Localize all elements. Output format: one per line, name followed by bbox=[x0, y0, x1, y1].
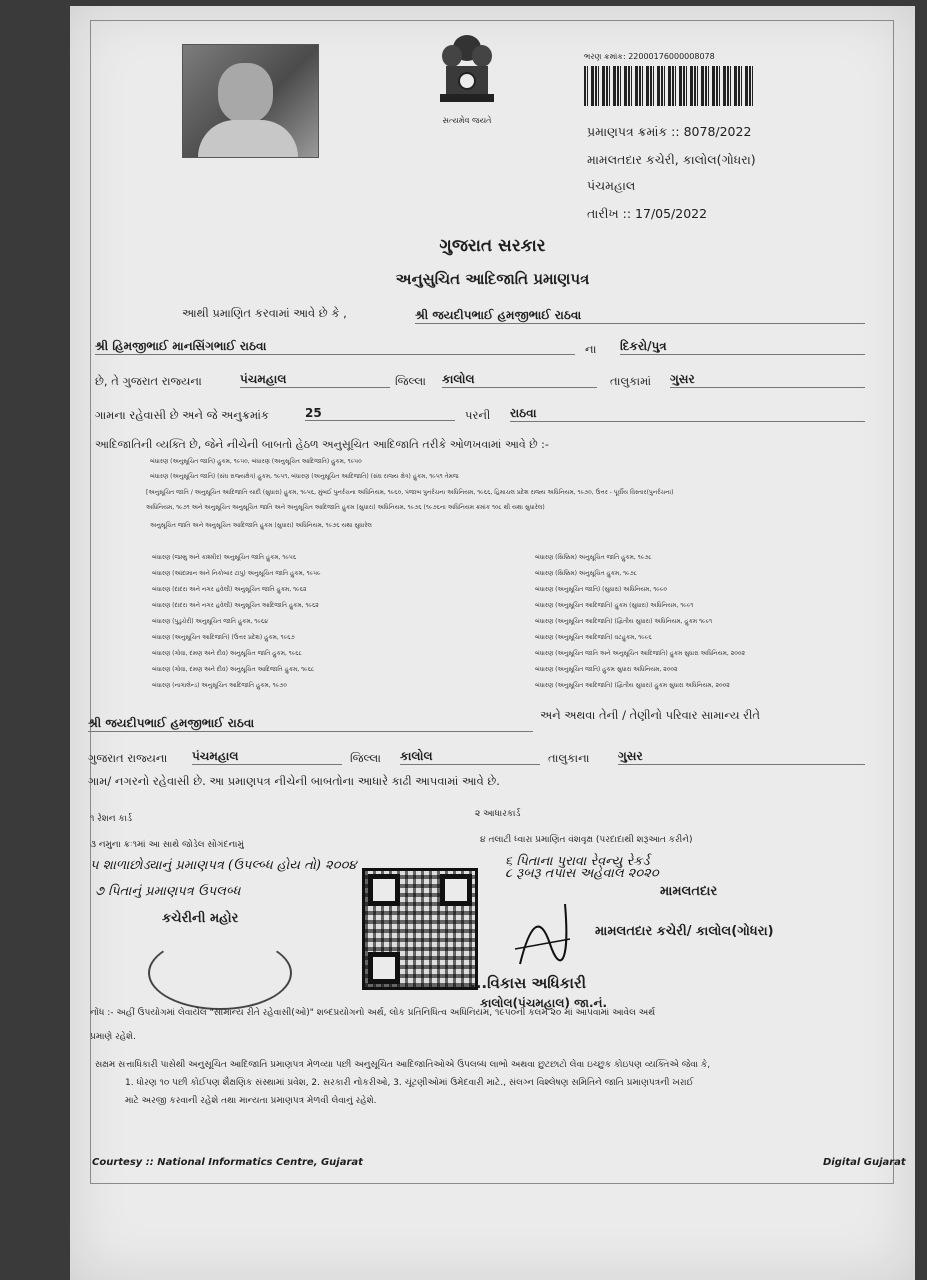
order-item: બંધારણ (દાદરા અને નગર હવેલી) અનુસૂચિત જાતિ હુકમ, ૧૯૬૨ bbox=[152, 586, 307, 593]
order-item: બંધારણ (સિક્કિમ) અનુસૂચિત હુકમ, ૧૯૭૮ bbox=[535, 570, 638, 577]
handwritten-entry: ૮ રૂબરૂ તપાસ અહેવાલ ૨૦૨૦ bbox=[505, 866, 659, 881]
competent-authority-text-3: માટે અરજી કરવાની રહેશે તથા માન્યતા પ્રમાણપત્ર મેળવી લેવાનું રહેશે. bbox=[125, 1096, 377, 1106]
officer-title: મામલતદાર bbox=[660, 884, 718, 899]
stamp-reference: કાલોલ(પંચમહાલ) જા.નં. bbox=[480, 996, 607, 1010]
officer-office: મામલતદાર કચેરી/ કાલોલ(ગોધરા) bbox=[595, 924, 774, 939]
national-emblem bbox=[432, 28, 502, 128]
order-item: બંધારણ (આંદામાન અને નિકોબાર ટાપુ) અનુસૂચિત જાતિ હુકમ, ૧૯૫૯ bbox=[152, 570, 321, 577]
village-value: ગુસર bbox=[670, 372, 865, 388]
district-label: જિલ્લા bbox=[395, 374, 426, 388]
applicant-name-repeat: શ્રી જયદીપભાઈ હમજીભાઈ રાઠવા bbox=[88, 716, 533, 732]
order-item: બંધારણ (નાગાલેન્ડ) અનુસૂચિત આદિજાતિ હુકમ, ૧૯૭૦ bbox=[152, 682, 287, 689]
taluka-value: કાલોલ bbox=[442, 372, 597, 388]
order-item: [અનુસૂચિત જાતિ / અનુસૂચિત આદિજાતિ યાદી (સુધારા) હુકમ, ૧૯૫૬, મુંબઈ પુનર્રચના અધિનિયમ, ૧૯૬૦, પંજાબ પુનર્રચના અધિનિયમ, ૧૯૬૬, હિમાચલ પ્રદેશ રાજ્ય અધિનિયમ, ૧૯૭૦, ઉત્તર - પૂર્વીય વિસ્તાર(પુનર્રચના) bbox=[146, 489, 674, 496]
barcode bbox=[584, 66, 756, 106]
taluka-value-2: કાલોલ bbox=[400, 749, 540, 765]
header-district: પંચમહાલ bbox=[587, 178, 636, 193]
qr-corner bbox=[368, 952, 400, 984]
qr-code bbox=[362, 868, 478, 990]
taluka-label-2: તાલુકાના bbox=[548, 751, 590, 765]
qr-corner bbox=[440, 874, 472, 906]
taluka-label: તાલુકામાં bbox=[610, 374, 652, 388]
order-item: બંધારણ (પુડુચેરી) અનુસૂચિત જાતિ હુકમ, ૧૯૬૪ bbox=[152, 618, 269, 625]
village-resident-text: ગામ/ નગરનો રહેવાસી છે. આ પ્રમાણપત્ર નીચેની બાબતોના આધારે કાઢી આપવામાં આવે છે. bbox=[88, 774, 500, 788]
basis-affidavit: ૩ નમુના ક્રઃ૧માં આ સાથે જોડેલ સોગંદનામું bbox=[90, 840, 244, 850]
officer-signature bbox=[510, 894, 580, 974]
applicant-photo bbox=[182, 44, 319, 158]
order-item: બંધારણ (અનુસૂચિત જાતિ) હુકમ સુધારા અધિનિયમ, ૨૦૦૨ bbox=[535, 666, 678, 673]
order-item: બંધારણ (સિક્કિમ) અનુસૂચિત જાતિ હુકમ, ૧૯૭૮ bbox=[535, 554, 652, 561]
office-seal-stamp bbox=[148, 936, 292, 1010]
tribe-text: આદિજાતિની વ્યક્તિ છે, જેને નીચેની બાબતો હેઠળ અનુસૂચિત આદિજાતિ તરીકે ઓળખવામાં આવે છે :- bbox=[95, 438, 549, 451]
basis-family-tree: ૪ તલાટી ધ્વારા પ્રમાણિત વંશવૃક્ષ (પરદાદાથી શરૂઆત કરીને) bbox=[480, 835, 693, 845]
order-item: અનુસૂચિત જાતિ અને અનુસૂચિત આદિજાતિ હુકમ (સુધારા) અધિનિયમ, ૧૯૭૬ યથા સુધારેલ bbox=[150, 522, 372, 529]
order-item: બંધારણ (અનુસૂચિત આદિજાતિ) હુકમ (સુધારા) અધિનિયમ, ૧૯૯૧ bbox=[535, 602, 694, 609]
handwritten-entry: ૭ પિતાનું પ્રમાણપત્ર ઉપલબ્ધ bbox=[95, 884, 241, 899]
order-item: બંધારણ (અનુસૂચિત આદિજાતિ) (દ્વિતીય સુધારા) અધિનિયમ, હુકમ ૧૯૯૧ bbox=[535, 618, 713, 625]
order-item: બંધારણ (અનુસૂચિત આદિજાતિ) વટહુકમ, ૧૯૯૬ bbox=[535, 634, 652, 641]
development-officer-stamp: ...વિકાસ અધિકારી bbox=[470, 974, 586, 992]
competent-authority-text-2: 1. ધોરણ ૧૦ પછી કોઈપણ શૈક્ષણિક સંસ્થામાં પ્રવેશ, 2. સરકારી નોકરીઓ, 3. ચૂંટણીઓમાં ઉમેદવારી માટે., સંલગ્ન વિશ્લેષણ સમિતિને જાતિ પ્રમાણપત્રની ખરાઈ bbox=[125, 1078, 694, 1088]
applicant-name: શ્રી જયદીપભાઈ હમજીભાઈ રાઠવા bbox=[415, 308, 865, 324]
district-value: પંચમહાલ bbox=[240, 372, 390, 388]
basis-ration-card: ૧ રેશન કાર્ડ bbox=[90, 814, 132, 824]
state-text-2: ગુજરાત રાજ્યના bbox=[88, 751, 168, 765]
certificate-title: અનુસુચિત આદિજાતિ પ્રમાણપત્ર bbox=[395, 270, 590, 288]
basis-aadhar-card: ૨ આધારકાર્ડ bbox=[475, 809, 521, 819]
family-text: અને અથવા તેની / તેણીનો પરિવાર સામાન્ય રીતે bbox=[540, 708, 761, 722]
father-name: શ્રી હિમજીભાઈ માનસિંગભાઈ રાઠવા bbox=[95, 339, 575, 355]
order-item: બંધારણ (અનુસૂચિત જાતિ) (સુધારા) અધિનિયમ, ૧૯૯૦ bbox=[535, 586, 667, 593]
courtesy-footer: Courtesy :: National Informatics Centre, Gujarat bbox=[92, 1157, 363, 1168]
certificate-paper bbox=[70, 6, 915, 1280]
serial-number: 25 bbox=[305, 406, 455, 421]
note-text: નોંધ :- અહીં ઉપયોગમાં લેવાયેલ "સામાન્ય રીતે રહેવાસી(ઓ)" શબ્દપ્રયોગનો અર્થ, લોક પ્રતિનિધિત્વ અધિનિયમ, ૧૯૫૦ની કલમ ૨૦ માં આપવામાં આવેલ અર્થ bbox=[90, 1008, 656, 1018]
order-item: બંધારણ (અનુસૂચિત જાતિ અને અનુસૂચિત આદિજાતિ) હુકમ સુધારા અધિનિયમ, ૨૦૦૨ bbox=[535, 650, 745, 657]
handwritten-entry: ૬ પિતાના પુરાવા રેવન્યુ રેકર્ડ bbox=[505, 854, 650, 869]
order-item: બંધારણ (અનુસૂચિત આદિજાતિ) (ઉત્તર પ્રદેશ) હુકમ, ૧૯૬૭ bbox=[152, 634, 295, 641]
office-name: મામલતદાર કચેરી, કાલોલ(ગોધરા) bbox=[587, 152, 756, 167]
qr-corner bbox=[368, 874, 400, 906]
note-end: પ્રમાણે રહેશે. bbox=[90, 1032, 136, 1042]
district-label-2: જિલ્લા bbox=[350, 751, 381, 765]
na-label: ના bbox=[585, 342, 597, 356]
order-item: બંધારણ (અનુસૂચિત જાતિ) (સંઘ રાજ્યક્ષેત્ર) હુકમ, ૧૯૫૧, બંધારણ (અનુસૂચિત આદિજાતિ) (સંઘ રાજ્ય ક્ષેત્ર) હુકમ, ૧૯૫૧ તેમજ bbox=[150, 473, 459, 480]
tribe-name: રાઠવા bbox=[510, 406, 865, 422]
handwritten-entry: ૫ શાળાછોડ્યાનું પ્રમાણપત્ર (ઉપલ્બ્ધ હોય તો) ૨૦૦૪ bbox=[90, 858, 357, 873]
photo-body bbox=[198, 120, 298, 157]
order-item: અધિનિયમ, ૧૯૭૧ અને અનુસૂચિત અનુસૂચિત જાતિ અને અનુસૂચિત આદિજાતિ હુકમ (સુધારા) અધિનિયમ, ૧૯૭૬ (૧૯૭૬ના અધિનિયમ ક્રમાંક ૧૦૮ થી યથા સુધારેલ) bbox=[146, 504, 545, 511]
digital-gujarat-footer: Digital Gujarat bbox=[823, 1157, 906, 1168]
government-title: ગુજરાત સરકાર bbox=[439, 236, 546, 256]
resident-text: ગામના રહેવાસી છે અને જે અનુક્રમાંક bbox=[95, 408, 270, 422]
lion-capital-icon bbox=[432, 28, 502, 116]
certificate-number: પ્રમાણપત્ર ક્રમાંક :: 8078/2022 bbox=[587, 124, 752, 139]
parni-label: પરની bbox=[465, 408, 491, 422]
order-item: બંધારણ (અનુસૂચિત જાતિ) હુકમ, ૧૯૫૦, બંધારણ (અનુસૂચિત આદિજાતિ) હુકમ, ૧૯૫૦ bbox=[150, 458, 362, 465]
barcode-number: ભરણ ક્રમાંક: 22000176000008078 bbox=[584, 52, 715, 61]
photo-face bbox=[218, 63, 273, 123]
competent-authority-text: સક્ષમ સત્તાધિકારી પાસેથી અનુસૂચિત આદિજાતિ પ્રમાણપત્ર મેળવ્યા પછી અનુસૂચિત આદિજાતિઓએ ઉપલબ્ધ લાભો અથવા છુટછાટો લેવા ઇચ્છુક કોઇપણ વ્યક્તિએ જેવા કે, bbox=[95, 1060, 711, 1070]
court-seal-label: કચેરીની મહોર bbox=[162, 911, 239, 926]
emblem-motto: સત્યમેવ જયતે bbox=[442, 116, 492, 125]
certify-text: આથી પ્રમાણિત કરવામાં આવે છે કે , bbox=[182, 306, 347, 320]
certificate-date: તારીખ :: 17/05/2022 bbox=[587, 206, 708, 221]
order-item: બંધારણ (ગોવા, દમણ અને દીવ) અનુસૂચિત આદિજાતિ હુકમ, ૧૯૬૮ bbox=[152, 666, 315, 673]
district-value-2: પંચમહાલ bbox=[192, 749, 342, 765]
state-text: છે, તે ગુજરાત રાજ્યના bbox=[95, 374, 202, 388]
order-item: બંધારણ (દાદરા અને નગર હવેલી) અનુસૂચિત આદિજાતિ હુકમ, ૧૯૬૨ bbox=[152, 602, 319, 609]
order-item: બંધારણ (અનુસૂચિત આદિજાતિ) (દ્વિતીય સુધારા) હુકમ સુધારા અધિનિયમ, ૨૦૦૨ bbox=[535, 682, 730, 689]
order-item: બંધારણ (જમ્મુ અને કાશ્મીર) અનુસૂચિત જાતિ હુકમ, ૧૯૫૬ bbox=[152, 554, 297, 561]
village-value-2: ગુસર bbox=[618, 749, 865, 765]
order-item: બંધારણ (ગોવા, દમણ અને દીવ) અનુસૂચિત જાતિ હુકમ, ૧૯૬૮ bbox=[152, 650, 302, 657]
relation: દિકરો/પુત્ર bbox=[620, 339, 865, 355]
